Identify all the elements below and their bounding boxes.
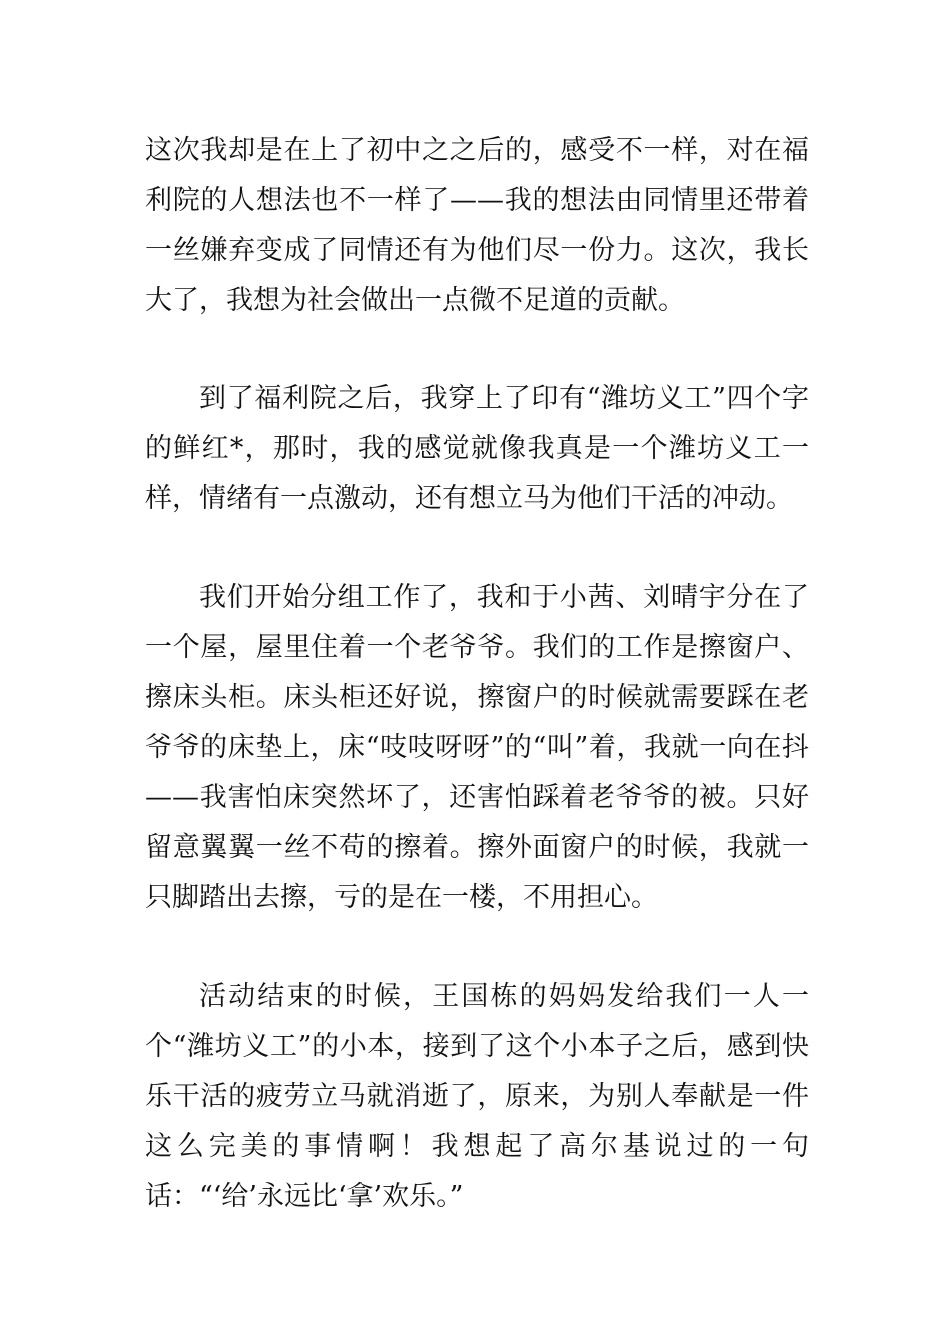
paragraph-1: 这次我却是在上了初中之之后的，感受不一样，对在福利院的人想法也不一样了——我的想法由同情里还带着一丝嫌弃变成了同情还有为他们尽一份力。这次，我长大了，我想为社会做出一点微不足道的贡献。 xyxy=(145,135,809,316)
paragraph-2: 到了福利院之后，我穿上了印有“潍坊义工”四个字的鲜红*，那时，我的感觉就像我真是一个潍坊义工一样，情绪有一点激动，还有想立马为他们干活的冲动。 xyxy=(145,383,809,514)
paragraph-4: 活动结束的时候，王国栋的妈妈发给我们一人一个“潍坊义工”的小本，接到了这个小本子之后，感到快乐干活的疲劳立马就消逝了，原来，为别人奉献是一件这么完美的事情啊！我想起了高尔基说过的一句话：“‘给’永远比‘拿’欢乐。” xyxy=(145,981,809,1212)
paragraph-3: 我们开始分组工作了，我和于小茜、刘晴宇分在了一个屋，屋里住着一个老爷爷。我们的工作是擦窗户、擦床头柜。床头柜还好说，擦窗户的时候就需要踩在老爷爷的床垫上，床“吱吱呀呀”的“叫”着，我就一向在抖——我害怕床突然坏了，还害怕踩着老爷爷的被。只好留意翼翼一丝不苟的擦着。擦外面窗户的时候，我就一只脚踏出去擦，亏的是在一楼，不用担心。 xyxy=(145,582,809,913)
